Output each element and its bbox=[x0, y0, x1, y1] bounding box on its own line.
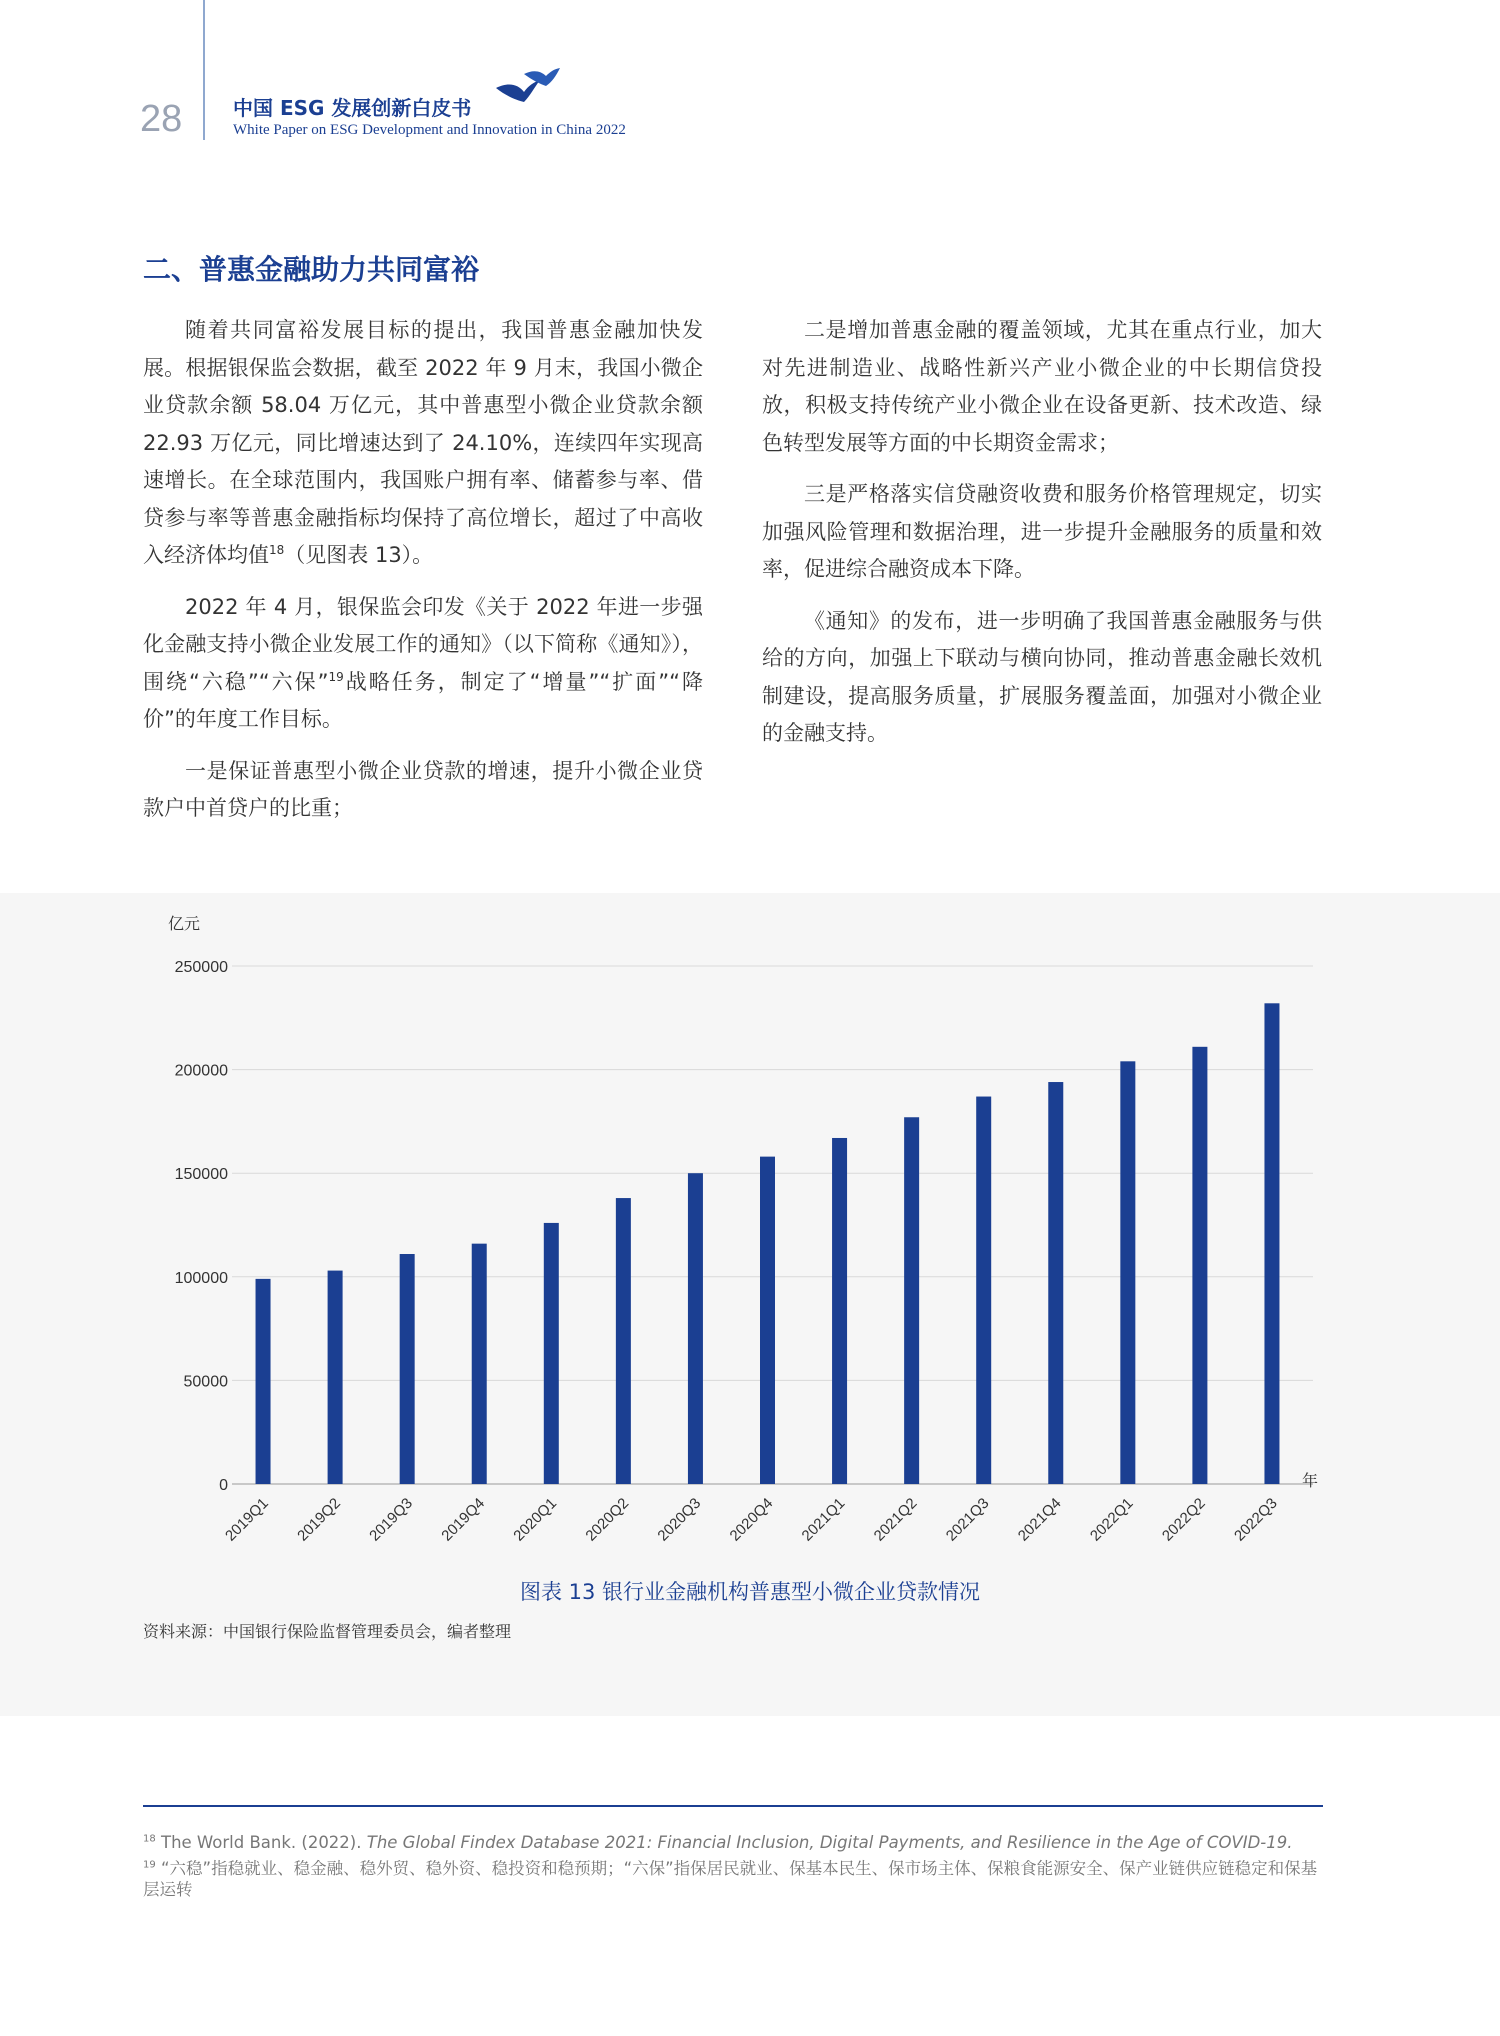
bar bbox=[544, 1223, 559, 1484]
x-tick-label: 2019Q3 bbox=[366, 1494, 416, 1545]
bar bbox=[760, 1157, 775, 1484]
x-tick-label: 2019Q1 bbox=[222, 1494, 272, 1545]
header-title-en: White Paper on ESG Development and Innovation in China 2022 bbox=[233, 122, 626, 138]
x-tick-label: 2021Q1 bbox=[798, 1494, 849, 1545]
x-tick-label: 2020Q3 bbox=[654, 1494, 705, 1545]
x-tick-label: 2019Q4 bbox=[438, 1494, 489, 1545]
x-tick-label: 2021Q3 bbox=[942, 1494, 993, 1545]
y-tick-label: 200000 bbox=[174, 1062, 228, 1080]
paragraph: 随着共同富裕发展目标的提出，我国普惠金融加快发展。根据银保监会数据，截至 2022 年 9 月末，我国小微企业贷款余额 58.04 万亿元，其中普惠型小微企业贷款余额 22.93 万亿元，同比增速达到了 24.10%，连续四年实现高速增长。在全球范围内，我国账户拥有率、储蓄参与率、借贷参与率等普惠金融指标均保持了高位增长，超过了中高收入经济体均值$^{18}$（见图表 13）。 bbox=[143, 318, 703, 567]
bar bbox=[472, 1244, 487, 1484]
x-tick-label: 2022Q1 bbox=[1086, 1494, 1137, 1545]
paragraph: 二是增加普惠金融的覆盖领域，尤其在重点行业，加大对先进制造业、战略性新兴产业小微企业的中长期信贷投放，积极支持传统产业小微企业在设备更新、技术改造、绿色转型发展等方面的中长期资金需求； bbox=[762, 318, 1322, 455]
figure-source: 资料来源：中国银行保险监督管理委员会，编者整理 bbox=[143, 1622, 512, 1641]
footnote-19: $^{19}$ “六稳”指稳就业、稳金融、稳外贸、稳外资、稳投资和稳预期；“六保”指保居民就业、保基本民生、保市场主体、保粮食能源安全、保产业链供应链稳定和保基层运转 bbox=[143, 1859, 1318, 1899]
header-title-cn: 中国 ESG 发展创新白皮书 bbox=[233, 96, 472, 120]
bar bbox=[1048, 1082, 1063, 1484]
x-tick-label: 2020Q1 bbox=[510, 1494, 561, 1545]
bar bbox=[328, 1271, 343, 1484]
bar bbox=[688, 1173, 703, 1484]
x-tick-label: 2020Q2 bbox=[582, 1494, 633, 1545]
bar bbox=[1264, 1003, 1279, 1484]
x-tick-label: 2022Q2 bbox=[1158, 1494, 1209, 1545]
body-column-left bbox=[143, 312, 703, 842]
paragraph: 一是保证普惠型小微企业贷款的增速，提升小微企业贷款户中首贷户的比重； bbox=[143, 758, 703, 820]
bird-logo-icon bbox=[494, 66, 564, 116]
bar bbox=[976, 1097, 991, 1484]
y-tick-label: 0 bbox=[219, 1477, 228, 1494]
bar bbox=[904, 1117, 919, 1484]
x-tick-label: 2019Q2 bbox=[294, 1494, 344, 1545]
x-tick-label: 2021Q2 bbox=[870, 1494, 921, 1545]
paragraph: 2022 年 4 月，银保监会印发《关于 2022 年进一步强化金融支持小微企业发展工作的通知》（以下简称《通知》），围绕“六稳”“六保”$^{19}$战略任务，制定了“增量”“扩面”“降价”的年度工作目标。 bbox=[143, 594, 703, 731]
paragraph: 《通知》的发布，进一步明确了我国普惠金融服务与供给的方向，加强上下联动与横向协同，推动普惠金融长效机制建设，提高服务质量，扩展服务覆盖面，加强对小微企业的金融支持。 bbox=[762, 608, 1322, 745]
y-tick-label: 50000 bbox=[183, 1373, 228, 1391]
bar bbox=[400, 1254, 415, 1484]
y-axis-unit-label: 亿元 bbox=[168, 914, 201, 933]
footnote-18: $^{18}$ The World Bank. (2022). The Global Findex Database 2021: Financial Inclusion, Digital Payments, and Resilience in the Age of COVID-19. bbox=[143, 1833, 1293, 1852]
x-tick-label: 2022Q3 bbox=[1231, 1494, 1281, 1545]
x-tick-label: 2021Q4 bbox=[1014, 1494, 1065, 1545]
bar bbox=[616, 1198, 631, 1484]
page-number: 28 bbox=[140, 98, 183, 140]
header-divider bbox=[203, 0, 205, 140]
footnote-ref: 19 bbox=[328, 669, 344, 684]
bar bbox=[256, 1279, 271, 1484]
section-title: 二、普惠金融助力共同富裕 bbox=[143, 253, 480, 286]
body-column-right bbox=[762, 312, 1322, 767]
x-tick-label: 2020Q4 bbox=[726, 1494, 777, 1545]
bar bbox=[1120, 1061, 1135, 1484]
y-tick-label: 150000 bbox=[174, 1166, 228, 1184]
x-axis-unit-label: 年 bbox=[1302, 1471, 1319, 1490]
footnote-ref: 18 bbox=[269, 543, 285, 557]
y-tick-label: 100000 bbox=[174, 1269, 228, 1287]
paragraph: 三是严格落实信贷融资收费和服务价格管理规定，切实加强风险管理和数据治理，进一步提升金融服务的质量和效率，促进综合融资成本下降。 bbox=[762, 482, 1322, 581]
bar bbox=[832, 1138, 847, 1484]
footnote-divider bbox=[143, 1805, 1323, 1807]
bar-chart bbox=[0, 893, 1500, 1573]
y-tick-label: 250000 bbox=[174, 959, 228, 976]
figure-caption: 图表 13 银行业金融机构普惠型小微企业贷款情况 bbox=[519, 1580, 981, 1604]
bar bbox=[1192, 1047, 1207, 1484]
